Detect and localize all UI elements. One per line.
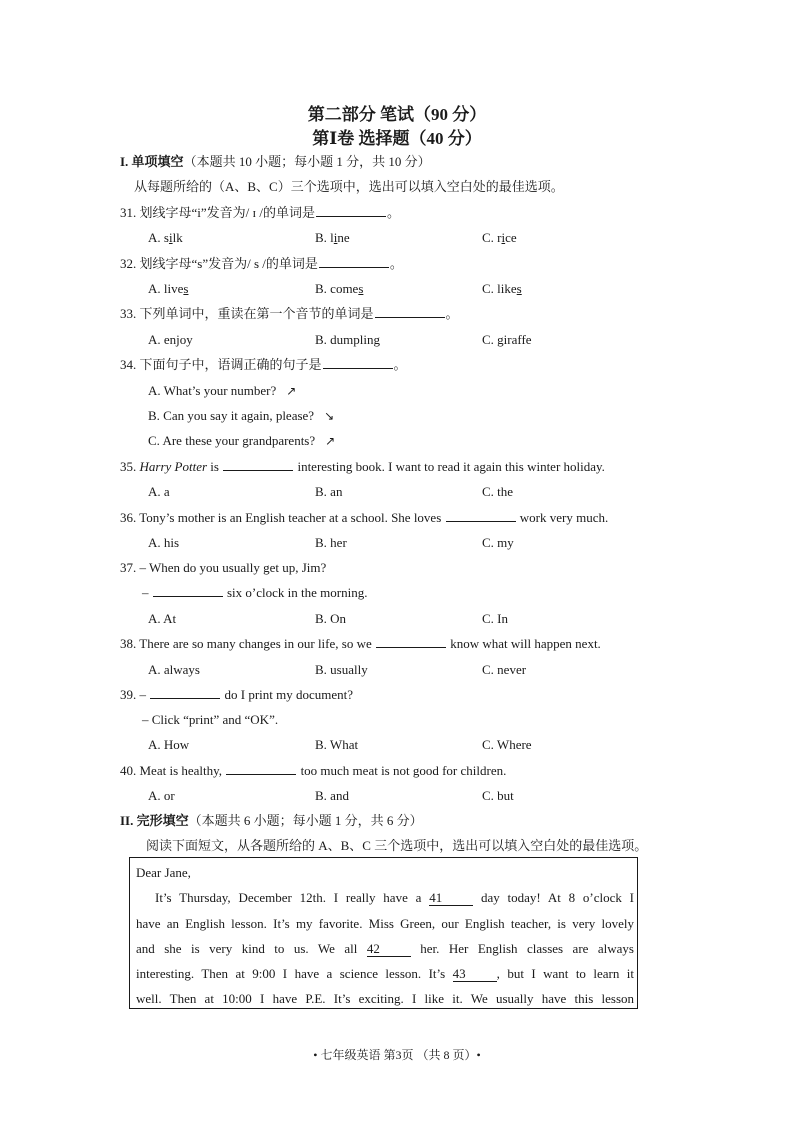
blank-41: 41 — [429, 891, 473, 906]
rising-arrow-icon: ↗ — [286, 384, 297, 398]
question-33-end: 。 — [445, 306, 459, 321]
question-31 — [120, 204, 400, 222]
option-34-a: A. What’s your number? ↗ — [148, 383, 297, 398]
answer-blank — [150, 686, 220, 699]
question-33-stem: 33. 下列单词中，重读在第一个音节的单词是 — [120, 306, 374, 321]
question-33 — [120, 305, 459, 323]
answer-blank — [375, 305, 445, 318]
option-37-b: B. On — [315, 611, 347, 626]
question-39-reply: – Click “print” and “OK”. — [142, 712, 279, 727]
section1-note: （本题共 10 小题；每小题 1 分，共 10 分） — [183, 154, 431, 169]
option-40-c: C. but — [482, 788, 514, 803]
page-footer: • 七年级英语 第3页 （共 8 页）• — [313, 1048, 481, 1062]
passage-line-3: and she is very kind to us. We all 42 her. Her English classes are always — [136, 941, 634, 956]
falling-arrow-icon: ↘ — [324, 409, 335, 423]
blank-43: 43 — [453, 967, 497, 982]
section1-heading — [120, 153, 431, 171]
passage-greeting: Dear Jane, — [136, 865, 191, 880]
option-38-a: A. always — [148, 662, 200, 677]
answer-blank — [323, 356, 393, 369]
option-36-a: A. his — [148, 535, 180, 550]
answer-blank — [376, 635, 446, 648]
option-32-c: C. likes — [482, 281, 522, 296]
question-34 — [120, 356, 407, 374]
option-36-b: B. her — [315, 535, 347, 550]
book-title: Harry Potter — [139, 459, 208, 474]
answer-blank — [319, 255, 389, 268]
question-36: 36. Tony’s mother is an English teacher at a school. She loves work very much. — [120, 510, 609, 525]
option-33-c: C. giraffe — [482, 332, 532, 347]
option-40-b: B. and — [315, 788, 349, 803]
option-39-c: C. Where — [482, 737, 532, 752]
option-34-b: B. Can you say it again, please? ↘ — [148, 408, 335, 423]
question-37-reply: – six o’clock in the morning. — [142, 585, 368, 600]
option-40-a: A. or — [148, 788, 175, 803]
answer-blank — [226, 762, 296, 775]
question-34-stem: 34. 下面句子中，语调正确的句子是 — [120, 357, 322, 372]
question-32 — [120, 255, 403, 273]
section1-title: I. 单项填空 — [120, 154, 184, 169]
section2-note: （本题共 6 小题；每小题 1 分，共 6 分） — [188, 813, 423, 828]
section1-instruction: 从每题所给的（A、B、C）三个选项中，选出可以填入空白处的最佳选项。 — [134, 179, 564, 194]
answer-blank — [223, 458, 293, 471]
rising-arrow-icon: ↗ — [325, 434, 336, 448]
option-35-a: A. a — [148, 484, 170, 499]
option-36-c: C. my — [482, 535, 514, 550]
option-32-b: B. comes — [315, 281, 364, 296]
answer-blank — [153, 584, 223, 597]
section2-title: II. 完形填空 — [120, 813, 189, 828]
passage-line-5: well. Then at 10:00 I have P.E. It’s exciting. I like it. We usually have this lesson — [136, 991, 634, 1006]
option-31-c: C. rice — [482, 230, 517, 245]
section2-heading — [120, 812, 423, 830]
question-31-stem: 31. 划线字母“i”发音为/ ɪ /的单词是 — [120, 205, 315, 220]
answer-blank — [316, 204, 386, 217]
passage-line-4: interesting. Then at 9:00 I have a science lesson. It’s 43 , but I want to learn it — [136, 966, 634, 981]
question-32-end: 。 — [389, 256, 403, 271]
option-39-b: B. What — [315, 737, 359, 752]
option-37-a: A. At — [148, 611, 177, 626]
option-37-c: C. In — [482, 611, 508, 626]
option-31-b: B. line — [315, 230, 350, 245]
answer-blank — [446, 509, 516, 522]
page-title: 第二部分 笔试（90 分） — [307, 105, 487, 124]
blank-42: 42 — [367, 942, 411, 957]
passage-line-1: It’s Thursday, December 12th. I really have a 41 day today! At 8 o’clock I — [155, 890, 635, 905]
question-37: 37. – When do you usually get up, Jim? — [120, 560, 327, 575]
option-33-a: A. enjoy — [148, 332, 193, 347]
section2-instruction: 阅读下面短文，从各题所给的 A、B、C 三个选项中，选出可以填入空白处的最佳选项。 — [146, 838, 648, 853]
option-31-a: A. silk — [148, 230, 183, 245]
question-35: 35. Harry Potter is interesting book. I want to read it again this winter holiday. — [120, 459, 605, 474]
question-40: 40. Meat is healthy, too much meat is not good for children. — [120, 763, 507, 778]
option-39-a: A. How — [148, 737, 190, 752]
option-38-b: B. usually — [315, 662, 368, 677]
option-38-c: C. never — [482, 662, 527, 677]
question-34-end: 。 — [393, 357, 407, 372]
question-38: 38. There are so many changes in our life, so we know what will happen next. — [120, 636, 601, 651]
page-subtitle: 第Ⅰ卷 选择题（40 分） — [312, 129, 482, 148]
question-32-stem: 32. 划线字母“s”发音为/ s /的单词是 — [120, 256, 318, 271]
question-31-end: 。 — [387, 205, 401, 220]
question-39: 39. – do I print my document? — [120, 687, 354, 702]
passage-line-2: have an English lesson. It’s my favorite. Miss Green, our English teacher, is very lovely — [136, 916, 634, 931]
option-35-c: C. the — [482, 484, 514, 499]
option-35-b: B. an — [315, 484, 343, 499]
option-32-a: A. lives — [148, 281, 189, 296]
option-33-b: B. dumpling — [315, 332, 381, 347]
option-34-c: C. Are these your grandparents? ↗ — [148, 433, 336, 448]
